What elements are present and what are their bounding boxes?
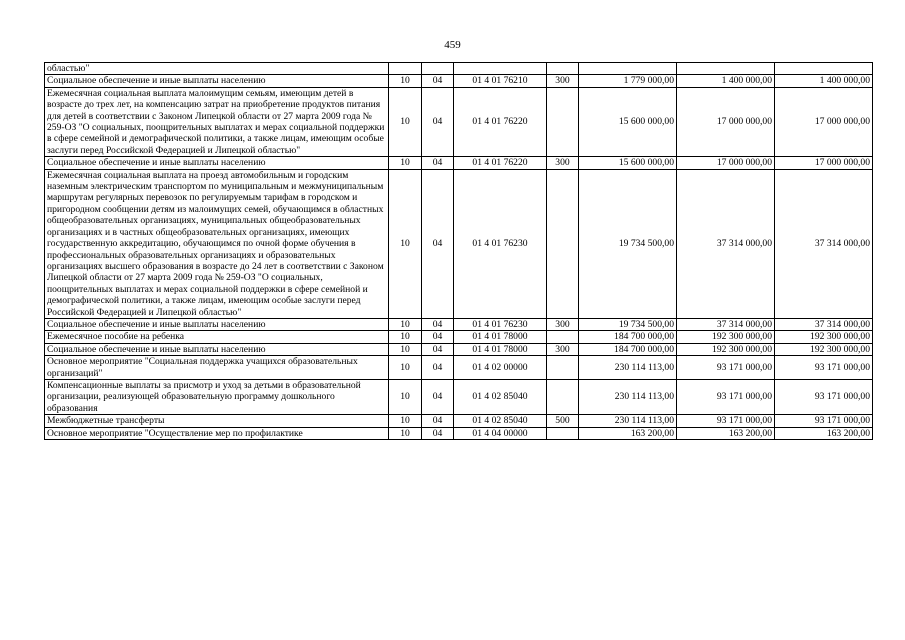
cell-description: Социальное обеспечение и иные выплаты населению — [45, 157, 389, 169]
cell-section: 10 — [389, 379, 422, 414]
cell-target-article: 01 4 04 00000 — [454, 427, 547, 439]
cell-description: Ежемесячное пособие на ребенка — [45, 331, 389, 343]
cell-section: 10 — [389, 415, 422, 427]
cell-section: 10 — [389, 331, 422, 343]
table-row — [45, 87, 873, 156]
cell-description: Социальное обеспечение и иные выплаты населению — [45, 343, 389, 355]
table-row — [45, 75, 873, 87]
page-number: 459 — [444, 39, 461, 51]
cell-subsection: 04 — [422, 415, 454, 427]
cell-section: 10 — [389, 318, 422, 330]
cell-section: 10 — [389, 75, 422, 87]
cell-expense-type — [547, 356, 579, 380]
cell-expense-type: 500 — [547, 415, 579, 427]
cell-amount-year3: 37 314 000,00 — [775, 169, 873, 318]
cell-description: областью" — [45, 63, 389, 75]
cell-expense-type — [547, 169, 579, 318]
table-row — [45, 318, 873, 330]
cell-amount-year1: 184 700 000,00 — [579, 343, 677, 355]
cell-amount-year1: 230 114 113,00 — [579, 415, 677, 427]
cell-section — [389, 63, 422, 75]
cell-amount-year2: 93 171 000,00 — [677, 356, 775, 380]
cell-amount-year2: 17 000 000,00 — [677, 157, 775, 169]
cell-amount-year3: 93 171 000,00 — [775, 379, 873, 414]
cell-expense-type — [547, 379, 579, 414]
cell-subsection: 04 — [422, 318, 454, 330]
cell-description: Основное мероприятие "Осуществление мер по профилактике — [45, 427, 389, 439]
cell-amount-year3: 192 300 000,00 — [775, 343, 873, 355]
cell-amount-year1: 163 200,00 — [579, 427, 677, 439]
cell-expense-type: 300 — [547, 157, 579, 169]
cell-description: Социальное обеспечение и иные выплаты населению — [45, 318, 389, 330]
cell-section: 10 — [389, 157, 422, 169]
cell-amount-year3 — [775, 63, 873, 75]
table-row — [45, 63, 873, 75]
cell-amount-year3: 17 000 000,00 — [775, 157, 873, 169]
cell-expense-type: 300 — [547, 343, 579, 355]
cell-amount-year3: 192 300 000,00 — [775, 331, 873, 343]
cell-amount-year1: 184 700 000,00 — [579, 331, 677, 343]
cell-amount-year1: 1 779 000,00 — [579, 75, 677, 87]
cell-description: Компенсационные выплаты за присмотр и уход за детьми в образовательной организации, реализующей образовательную программу дошкольного образования — [45, 379, 389, 414]
cell-subsection: 04 — [422, 343, 454, 355]
cell-target-article: 01 4 02 85040 — [454, 379, 547, 414]
cell-target-article: 01 4 01 76220 — [454, 87, 547, 156]
table-row — [45, 415, 873, 427]
cell-target-article: 01 4 02 85040 — [454, 415, 547, 427]
table-row — [45, 331, 873, 343]
cell-description: Межбюджетные трансферты — [45, 415, 389, 427]
cell-target-article: 01 4 01 76220 — [454, 157, 547, 169]
cell-section: 10 — [389, 427, 422, 439]
budget-table — [44, 62, 873, 440]
cell-amount-year2: 37 314 000,00 — [677, 318, 775, 330]
cell-amount-year1: 230 114 113,00 — [579, 356, 677, 380]
cell-subsection: 04 — [422, 331, 454, 343]
table-row — [45, 343, 873, 355]
cell-subsection: 04 — [422, 157, 454, 169]
cell-amount-year3: 37 314 000,00 — [775, 318, 873, 330]
table-row — [45, 379, 873, 414]
cell-amount-year3: 93 171 000,00 — [775, 356, 873, 380]
cell-description: Основное мероприятие "Социальная поддержка учащихся образовательных организаций" — [45, 356, 389, 380]
cell-amount-year1: 230 114 113,00 — [579, 379, 677, 414]
cell-expense-type: 300 — [547, 318, 579, 330]
cell-description: Ежемесячная социальная выплата на проезд автомобильным и городским наземным электрическим транспортом по муниципальным и межмуниципальным маршрутам регулярных перевозок по регулируемым тарифам в городском и пригородном сообщении детям из малоимущих семей, обучающимся в областных общеобразовательных организациях, муниципальных общеобразовательных организациях и в частных общеобразовательных организациях, имеющих государственную аккредитацию, обучающимся по очной форме обучения в профессиональных образовательных организациях и образовательных организациях высшего образования в возрасте до 24 лет в соответствии с Законом Липецкой области от 27 марта 2009 года № 259-ОЗ "О социальных, поощрительных выплатах и мерах социальной поддержки в сфере семейной и демографической политики, а также лицам, имеющим особые заслуги перед Российской Федерацией и Липецкой областью" — [45, 169, 389, 318]
cell-subsection: 04 — [422, 75, 454, 87]
cell-amount-year3: 163 200,00 — [775, 427, 873, 439]
cell-amount-year2 — [677, 63, 775, 75]
cell-target-article: 01 4 02 00000 — [454, 356, 547, 380]
cell-amount-year2: 192 300 000,00 — [677, 331, 775, 343]
cell-target-article: 01 4 01 76230 — [454, 169, 547, 318]
cell-expense-type — [547, 427, 579, 439]
cell-expense-type — [547, 63, 579, 75]
cell-amount-year3: 17 000 000,00 — [775, 87, 873, 156]
table-row — [45, 356, 873, 380]
cell-amount-year2: 1 400 000,00 — [677, 75, 775, 87]
cell-expense-type — [547, 331, 579, 343]
cell-section: 10 — [389, 169, 422, 318]
cell-amount-year3: 1 400 000,00 — [775, 75, 873, 87]
cell-target-article: 01 4 01 76210 — [454, 75, 547, 87]
cell-description: Ежемесячная социальная выплата малоимущим семьям, имеющим детей в возрасте до трех лет, на компенсацию затрат на приобретение продуктов питания для детей в соответствии с Законом Липецкой области от 27 марта 2009 года № 259-ОЗ "О социальных, поощрительных выплатах и мерах социальной поддержки в сфере семейной и демографической политики, а также лицам, имеющим особые заслуги перед Российской Федерацией и Липецкой областью" — [45, 87, 389, 156]
cell-amount-year3: 93 171 000,00 — [775, 415, 873, 427]
cell-section: 10 — [389, 356, 422, 380]
table-row — [45, 169, 873, 318]
cell-amount-year2: 93 171 000,00 — [677, 415, 775, 427]
cell-subsection — [422, 63, 454, 75]
table-row — [45, 427, 873, 439]
cell-description: Социальное обеспечение и иные выплаты населению — [45, 75, 389, 87]
table-row — [45, 157, 873, 169]
cell-target-article: 01 4 01 78000 — [454, 331, 547, 343]
cell-subsection: 04 — [422, 87, 454, 156]
cell-subsection: 04 — [422, 356, 454, 380]
cell-section: 10 — [389, 87, 422, 156]
cell-amount-year2: 17 000 000,00 — [677, 87, 775, 156]
cell-target-article: 01 4 01 76230 — [454, 318, 547, 330]
cell-amount-year1 — [579, 63, 677, 75]
cell-subsection: 04 — [422, 169, 454, 318]
cell-expense-type: 300 — [547, 75, 579, 87]
cell-amount-year2: 93 171 000,00 — [677, 379, 775, 414]
cell-amount-year2: 163 200,00 — [677, 427, 775, 439]
cell-amount-year1: 15 600 000,00 — [579, 87, 677, 156]
cell-subsection: 04 — [422, 427, 454, 439]
cell-section: 10 — [389, 343, 422, 355]
cell-amount-year2: 192 300 000,00 — [677, 343, 775, 355]
cell-amount-year1: 15 600 000,00 — [579, 157, 677, 169]
budget-table-body — [45, 63, 873, 440]
cell-target-article: 01 4 01 78000 — [454, 343, 547, 355]
cell-subsection: 04 — [422, 379, 454, 414]
cell-amount-year1: 19 734 500,00 — [579, 318, 677, 330]
cell-expense-type — [547, 87, 579, 156]
cell-amount-year2: 37 314 000,00 — [677, 169, 775, 318]
cell-target-article — [454, 63, 547, 75]
cell-amount-year1: 19 734 500,00 — [579, 169, 677, 318]
